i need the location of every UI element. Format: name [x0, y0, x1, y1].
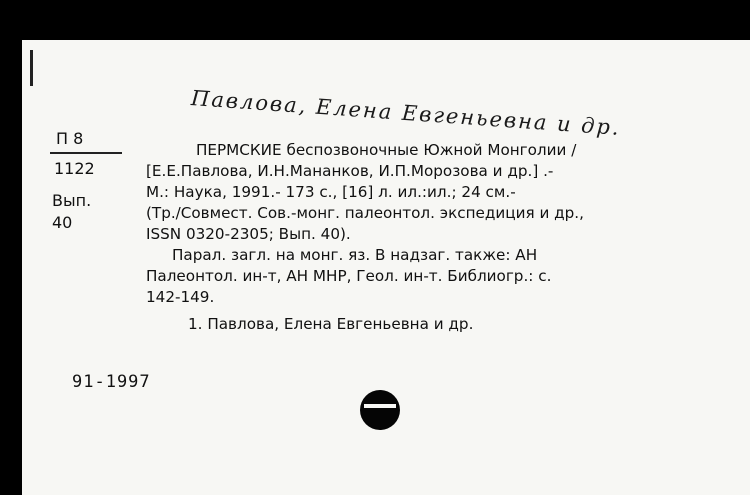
- accession-number: 91-1997: [72, 372, 151, 392]
- catalog-card: [22, 40, 750, 495]
- series-number: 40: [52, 213, 73, 232]
- call-number-top: П 8: [56, 129, 84, 148]
- issn-line: ISSN 0320-2305; Вып. 40).: [146, 225, 351, 243]
- authors-line: [Е.Е.Павлова, И.Н.Мананков, И.П.Морозова и др.] .-: [146, 162, 554, 180]
- call-number-middle: 1122: [54, 159, 95, 178]
- call-number-block: [50, 128, 150, 234]
- bibliographic-record: [146, 140, 746, 335]
- title-line: ПЕРМСКИЕ беспозвоночные Южной Монголии /: [196, 141, 577, 159]
- call-number-divider: [50, 152, 122, 154]
- note-line-1: Парал. загл. на монг. яз. В надзаг. также: АН: [172, 246, 538, 264]
- note-line-2: Палеонтол. ин-т, АН МНР, Геол. ин-т. Библиогр.: с.: [146, 267, 552, 285]
- punch-hole: [360, 390, 400, 430]
- series-line: (Тр./Совмест. Сов.-монг. палеонтол. экспедиция и др.,: [146, 204, 584, 222]
- imprint-line: М.: Наука, 1991.- 173 с., [16] л. ил.:ил.; 24 см.-: [146, 183, 516, 201]
- tracing-line: 1. Павлова, Елена Евгеньевна и др.: [188, 315, 474, 333]
- handwritten-author-heading: Павлова, Елена Евгеньевна и др.: [190, 86, 622, 140]
- series-label: Вып.: [52, 191, 92, 210]
- note-line-3: 142-149.: [146, 288, 215, 306]
